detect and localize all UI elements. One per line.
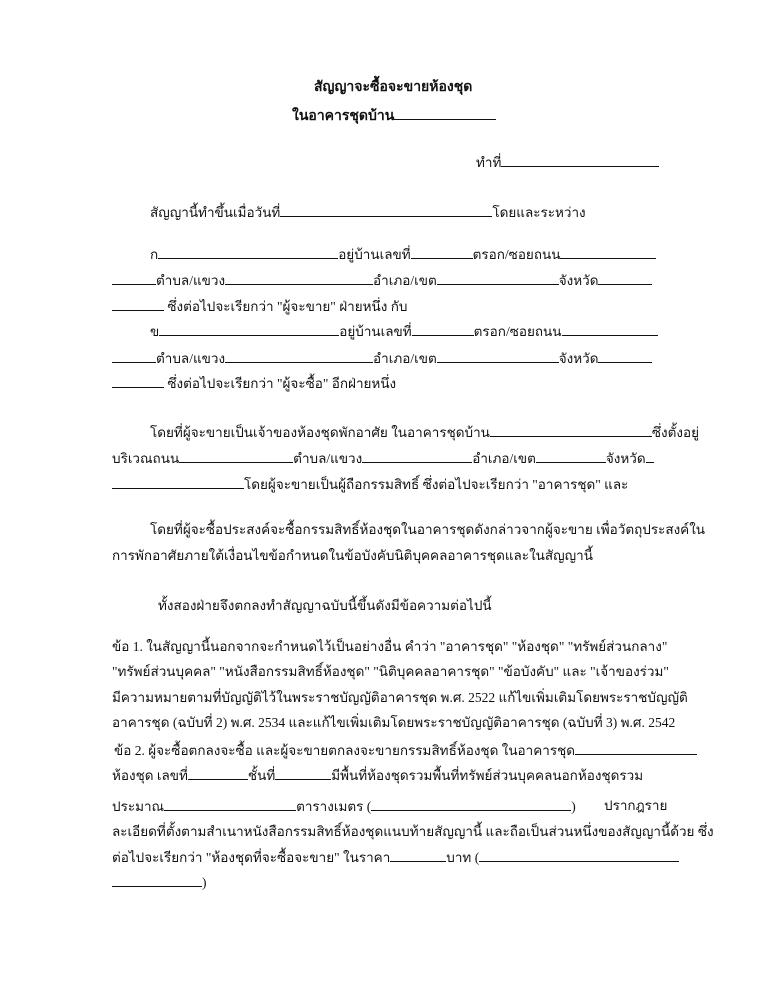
recital-province-blank[interactable] bbox=[646, 449, 654, 463]
party-a-line-1 bbox=[150, 245, 656, 264]
price-words-blank[interactable] bbox=[479, 848, 679, 862]
party-b-extra-blank[interactable] bbox=[112, 374, 164, 388]
party-a-district-blank[interactable] bbox=[437, 271, 559, 285]
contract-date-blank[interactable] bbox=[280, 203, 492, 217]
recital-1-province-label: จังหวัด bbox=[605, 451, 646, 466]
party-b-subdistrict-label: ตำบล/แขวง bbox=[156, 351, 226, 366]
party-b-province-blank[interactable] bbox=[598, 349, 652, 363]
recital-2-line-1: โดยที่ผู้จะซื้อประสงค์จะซื้อกรรมสิทธิ์ห้องชุดในอาคารชุดดังกล่าวจากผู้จะขาย เพื่อวัตถุประสงค์ใน bbox=[150, 522, 706, 537]
party-b-road-label: ตรอก/ซอยถนน bbox=[473, 324, 562, 339]
party-b-hereafter: ซึ่งต่อไปจะเรียกว่า "ผู้จะซื้อ" อีกฝ่ายหนึ่ง bbox=[167, 376, 397, 391]
party-a-road-label: ตรอก/ซอยถนน bbox=[472, 247, 561, 262]
party-b-prefix-blank[interactable] bbox=[112, 349, 156, 363]
between-label: โดยและระหว่าง bbox=[492, 205, 586, 220]
party-b-house-label: อยู่บ้านเลขที่ bbox=[339, 324, 412, 339]
party-a-district-label: อำเภอ/เขต bbox=[373, 273, 437, 288]
recital-building-blank[interactable] bbox=[490, 423, 652, 437]
clause-2-approx-label: ประมาณ bbox=[112, 799, 165, 814]
party-a-subdistrict-blank[interactable] bbox=[225, 271, 373, 285]
clause-1-line-1: ข้อ 1. ในสัญญานี้นอกจากจะกำหนดไว้เป็นอย่างอื่น คำว่า "อาคารชุด" "ห้องชุด" "ทรัพย์ส่วนกลาง" bbox=[112, 639, 668, 654]
building-name-blank[interactable] bbox=[394, 106, 496, 120]
recital-1-text-g: โดยผู้จะขายเป็นผู้ถือกรรมสิทธิ์ ซึ่งต่อไปจะเรียกว่า "อาคารชุด" และ bbox=[244, 477, 629, 492]
clause-2-line-4: ละเอียดที่ตั้งตามสำเนาหนังสือกรรมสิทธิ์ห้องชุดแนบท้ายสัญญานี้ และถือเป็นส่วนหนึ่งของสัญญานี้ด้วย ซึ่ง bbox=[112, 824, 714, 839]
contract-title: สัญญาจะซื้อจะขายห้องชุด bbox=[314, 80, 473, 95]
party-a-prefix-blank[interactable] bbox=[112, 271, 156, 285]
clause-2-final-paren: ) bbox=[202, 875, 207, 890]
area-words-blank[interactable] bbox=[371, 797, 571, 811]
party-b-district-blank[interactable] bbox=[437, 349, 559, 363]
clause-1-line-2: "ทรัพย์ส่วนบุคคล" "หนังสือกรรมสิทธิ์ห้องชุด" "นิติบุคคลอาคารชุด" "ข้อบังคับ" และ "เจ้าของร่วม" bbox=[112, 664, 669, 679]
clause-2-appears-label: ปรากฎราย bbox=[604, 798, 668, 813]
clause-2-line-5 bbox=[112, 848, 679, 867]
recital-province-cont-blank[interactable] bbox=[112, 475, 244, 489]
party-b-province-label: จังหวัด bbox=[558, 351, 599, 366]
party-a-road-blank[interactable] bbox=[560, 245, 656, 259]
made-at-label: ทำที่ bbox=[476, 155, 502, 170]
party-a-hereafter: ซึ่งต่อไปจะเรียกว่า "ผู้จะขาย" ฝ่ายหนึ่ง กับ bbox=[167, 299, 408, 314]
party-b-subdistrict-blank[interactable] bbox=[225, 349, 373, 363]
agreement-line: ทั้งสองฝ่ายจึงตกลงทำสัญญาฉบับนี้ขึ้นดังมีข้อความต่อไปนี้ bbox=[158, 598, 492, 613]
party-b-line-3 bbox=[112, 374, 396, 393]
unit-number-blank[interactable] bbox=[188, 766, 248, 780]
contract-subtitle bbox=[292, 106, 496, 126]
intro-line bbox=[150, 203, 586, 222]
party-a-prefix: ก bbox=[150, 247, 159, 262]
recital-2-line-2: การพักอาศัยภายใต้เงื่อนไขข้อกำหนดในข้อบังคับนิติบุคคลอาคารชุดและในสัญญานี้ bbox=[112, 548, 593, 563]
party-a-extra-blank[interactable] bbox=[112, 297, 164, 311]
recital-1-road-label: บริเวณถนน bbox=[112, 451, 180, 466]
recital-1-line-1 bbox=[150, 423, 699, 442]
party-a-province-blank[interactable] bbox=[598, 271, 652, 285]
recital-district-blank[interactable] bbox=[536, 449, 606, 463]
clause-2-area-text: มีพื้นที่ห้องชุดรวมพื้นที่ทรัพย์ส่วนบุคคลนอกห้องชุดรวม bbox=[331, 768, 644, 783]
party-b-house-blank[interactable] bbox=[412, 322, 474, 336]
party-b-district-label: อำเภอ/เขต bbox=[373, 351, 437, 366]
price-words-cont-blank[interactable] bbox=[112, 873, 202, 887]
recital-1-line-2 bbox=[112, 449, 654, 468]
party-b-name-blank[interactable] bbox=[159, 322, 339, 336]
made-at-line bbox=[476, 153, 659, 172]
recital-1-text-a: โดยที่ผู้จะขายเป็นเจ้าของห้องชุดพักอาศัย ในอาคารชุดบ้าน bbox=[150, 425, 490, 440]
clause-2-line-6 bbox=[112, 873, 207, 892]
party-a-name-blank[interactable] bbox=[158, 245, 338, 259]
party-a-province-label: จังหวัด bbox=[558, 273, 599, 288]
clause-2-baht-label: บาท ( bbox=[446, 850, 480, 865]
party-b-line-2 bbox=[112, 349, 652, 368]
party-b-prefix: ข bbox=[150, 324, 160, 339]
price-blank[interactable] bbox=[390, 848, 446, 862]
party-a-house-label: อยู่บ้านเลขที่ bbox=[338, 247, 411, 262]
recital-subdistrict-blank[interactable] bbox=[362, 449, 472, 463]
made-on-label: สัญญานี้ทำขึ้นเมื่อวันที่ bbox=[150, 205, 281, 220]
party-a-line-3 bbox=[112, 297, 407, 316]
clause-2-close-paren: ) bbox=[571, 799, 576, 814]
party-a-house-blank[interactable] bbox=[411, 245, 473, 259]
area-sqm-blank[interactable] bbox=[164, 797, 296, 811]
clause-2-building-blank[interactable] bbox=[575, 741, 697, 755]
clause-2-floor-label: ชั้นที่ bbox=[247, 768, 276, 783]
clause-2-line-1 bbox=[114, 741, 697, 760]
party-a-subdistrict-label: ตำบล/แขวง bbox=[156, 273, 226, 288]
party-b-road-blank[interactable] bbox=[562, 322, 658, 336]
clause-1-line-3: มีความหมายตามที่บัญญัติไว้ในพระราชบัญญัติอาคารชุด พ.ศ. 2522 แก้ไขเพิ่มเติมโดยพระราชบัญญัติ bbox=[112, 690, 688, 705]
recital-1-text-b: ซึ่งตั้งอยู่ bbox=[651, 425, 700, 440]
clause-1-line-4: อาคารชุด (ฉบับที่ 2) พ.ศ. 2534 และแก้ไขเพิ่มเติมโดยพระราชบัญญัติอาคารชุด (ฉบับที่ 3) พ.ศ. 2542 bbox=[112, 715, 676, 730]
clause-2-unit-label: ห้องชุด เลขที่ bbox=[112, 768, 188, 783]
party-a-line-2 bbox=[112, 271, 652, 290]
party-b-line-1 bbox=[150, 322, 658, 341]
recital-1-district-label: อำเภอ/เขต bbox=[472, 451, 536, 466]
clause-2-line-2 bbox=[112, 766, 643, 785]
subtitle-label: ในอาคารชุดบ้าน bbox=[292, 109, 395, 124]
recital-1-subdistrict-label: ตำบล/แขวง bbox=[293, 451, 363, 466]
made-at-blank[interactable] bbox=[501, 153, 659, 167]
clause-2-line-3 bbox=[112, 797, 576, 816]
recital-1-line-3 bbox=[112, 475, 628, 494]
recital-road-blank[interactable] bbox=[179, 449, 293, 463]
clause-2-sqm-label: ตารางเมตร ( bbox=[296, 799, 372, 814]
clause-2-price-label: ต่อไปจะเรียกว่า "ห้องชุดที่จะซื้อจะขาย" ในราคา bbox=[112, 850, 391, 865]
clause-2-text-1: ข้อ 2. ผู้จะซื้อตกลงจะซื้อ และผู้จะขายตกลงจะขายกรรมสิทธิ์ห้องชุด ในอาคารชุด bbox=[114, 743, 576, 758]
floor-number-blank[interactable] bbox=[275, 766, 331, 780]
